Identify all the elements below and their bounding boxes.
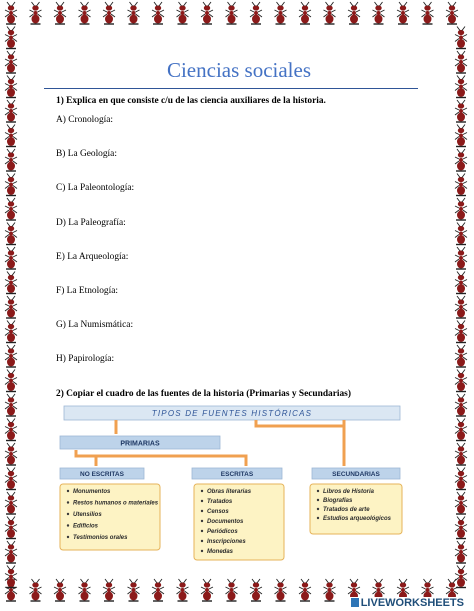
ant-icon: [30, 579, 42, 601]
ant-icon: [5, 272, 17, 294]
ant-icon: [5, 468, 17, 490]
ant-icon: [446, 2, 458, 24]
ant-icon: [5, 198, 17, 220]
ant-icon: [455, 272, 467, 294]
ant-icon: [455, 517, 467, 539]
ant-icon: [5, 125, 17, 147]
ant-icon: [54, 579, 66, 601]
ant-icon: [422, 2, 434, 24]
ant-icon: [5, 149, 17, 171]
auxiliary-science-item: C) La Paleontología:: [56, 183, 135, 194]
primarias-label: PRIMARIAS: [120, 440, 160, 448]
bullet-icon: [317, 508, 319, 510]
bullet-icon: [201, 530, 203, 532]
ant-icon: [5, 100, 17, 122]
ant-icon: [5, 321, 17, 343]
ant-icon: [5, 296, 17, 318]
escritas-item: Periódicos: [207, 529, 238, 535]
ant-icon: [455, 51, 467, 73]
bullet-icon: [201, 500, 203, 502]
liveworksheets-brand: LIVEWORKSHEETS: [360, 597, 464, 609]
escritas-item: Documentos: [207, 519, 244, 525]
ant-icon: [5, 419, 17, 441]
ant-icon: [5, 370, 17, 392]
ant-icon: [455, 443, 467, 465]
no-escritas-item: Utensilios: [73, 512, 102, 518]
ant-icon: [455, 321, 467, 343]
ant-icon: [250, 579, 262, 601]
ant-icon: [5, 492, 17, 514]
ant-icon: [5, 394, 17, 416]
auxiliary-science-item: A) Cronología:: [56, 115, 114, 125]
ant-icon: [455, 27, 467, 49]
auxiliary-science-item: B) La Geología:: [56, 149, 117, 160]
title-divider: [44, 88, 418, 89]
ant-icon: [455, 174, 467, 196]
ant-icon: [455, 468, 467, 490]
ant-icon: [79, 579, 91, 601]
ant-icon: [226, 2, 238, 24]
ant-icon: [373, 2, 385, 24]
secundarias-item: Biografías: [323, 498, 353, 504]
auxiliary-science-item: E) La Arqueología:: [56, 251, 129, 262]
question-1: 1) Explica en que consiste c/u de las ciencia auxiliares de la historia.: [56, 96, 326, 106]
ant-icon: [455, 296, 467, 318]
ant-icon: [152, 2, 164, 24]
no-escritas-item: Monumentos: [73, 489, 111, 495]
bullet-icon: [67, 501, 69, 503]
diagram-header-text: TIPOS DE FUENTES HISTÓRICAS: [151, 409, 313, 418]
bullet-icon: [317, 490, 319, 492]
ant-icon: [5, 2, 17, 24]
ant-icon: [226, 579, 238, 601]
bullet-icon: [67, 513, 69, 515]
ant-icon: [455, 247, 467, 269]
ant-icon: [30, 2, 42, 24]
ant-icon: [103, 2, 115, 24]
ant-icon: [54, 2, 66, 24]
bullet-icon: [201, 490, 203, 492]
escritas-label: ESCRITAS: [220, 471, 254, 478]
ant-icon: [324, 579, 336, 601]
ant-icon: [5, 541, 17, 563]
bullet-icon: [201, 550, 203, 552]
ant-icon: [5, 51, 17, 73]
ant-icon: [177, 2, 189, 24]
auxiliary-science-item: F) La Etnología:: [56, 286, 118, 296]
bullet-icon: [317, 517, 319, 519]
ant-icon: [5, 566, 17, 588]
bullet-icon: [317, 499, 319, 501]
ant-icon: [324, 2, 336, 24]
ant-icon: [177, 579, 189, 601]
ant-icon: [455, 345, 467, 367]
ant-icon: [299, 579, 311, 601]
ant-icon: [5, 76, 17, 98]
liveworksheets-icon: [351, 598, 359, 607]
ant-icon: [5, 247, 17, 269]
ant-icon: [5, 223, 17, 245]
connector-primarias-split: [76, 450, 246, 460]
no-escritas-item: Edificios: [73, 523, 99, 530]
ant-icon: [201, 2, 213, 24]
no-escritas-item: Testimonios orales: [73, 535, 128, 541]
auxiliary-science-item: G) La Numismática:: [56, 320, 134, 331]
ant-icon: [455, 198, 467, 220]
ant-icon: [455, 223, 467, 245]
ant-icon: [455, 76, 467, 98]
secundarias-item: Libros de Historia: [323, 489, 375, 495]
ant-icon: [5, 345, 17, 367]
ant-icon: [275, 579, 287, 601]
ant-icon: [455, 419, 467, 441]
ant-icon: [348, 2, 360, 24]
ant-icon: [250, 2, 262, 24]
escritas-item: Obras literarias: [207, 489, 252, 495]
auxiliary-science-item: D) La Paleografía:: [56, 217, 126, 228]
escritas-item: Tratados: [207, 499, 233, 505]
ant-icon: [5, 517, 17, 539]
liveworksheets-logo: [349, 597, 466, 609]
bullet-icon: [201, 510, 203, 512]
ant-icon: [128, 579, 140, 601]
no-escritas-label: NO ESCRITAS: [80, 471, 124, 478]
bullet-icon: [67, 490, 69, 492]
connector-header-branch: [256, 420, 344, 426]
ant-icon: [455, 100, 467, 122]
escritas-item: Censos: [207, 509, 229, 515]
question-2: 2) Copiar el cuadro de las fuentes de la historia (Primarias y Secundarias): [56, 389, 351, 399]
secundarias-item: Tratados de arte: [323, 507, 370, 513]
ant-icon: [79, 2, 91, 24]
ant-icon: [275, 2, 287, 24]
ant-icon: [455, 541, 467, 563]
ant-icon: [152, 579, 164, 601]
bullet-icon: [67, 536, 69, 538]
secundarias-item: Estudios arqueológicos: [323, 516, 392, 522]
ant-icon: [455, 394, 467, 416]
bullet-icon: [67, 524, 69, 526]
auxiliary-science-item: H) Papirología:: [56, 354, 115, 365]
secundarias-label: SECUNDARIAS: [332, 471, 380, 478]
bullet-icon: [201, 520, 203, 522]
ant-icon: [5, 443, 17, 465]
ant-icon: [455, 492, 467, 514]
escritas-item: Inscripciones: [207, 539, 246, 545]
escritas-item: Monedas: [207, 549, 234, 555]
ant-icon: [128, 2, 140, 24]
page-title: Ciencias sociales: [166, 58, 312, 82]
ant-icon: [455, 370, 467, 392]
no-escritas-item: Restos humanos o materiales: [73, 500, 159, 507]
historical-sources-diagram: [56, 404, 408, 564]
ant-icon: [5, 174, 17, 196]
ant-icon: [455, 149, 467, 171]
ant-icon: [201, 579, 213, 601]
ant-icon: [299, 2, 311, 24]
ant-icon: [455, 125, 467, 147]
bullet-icon: [201, 540, 203, 542]
ant-icon: [5, 27, 17, 49]
ant-icon: [103, 579, 115, 601]
ant-icon: [397, 2, 409, 24]
ant-icon: [455, 566, 467, 588]
